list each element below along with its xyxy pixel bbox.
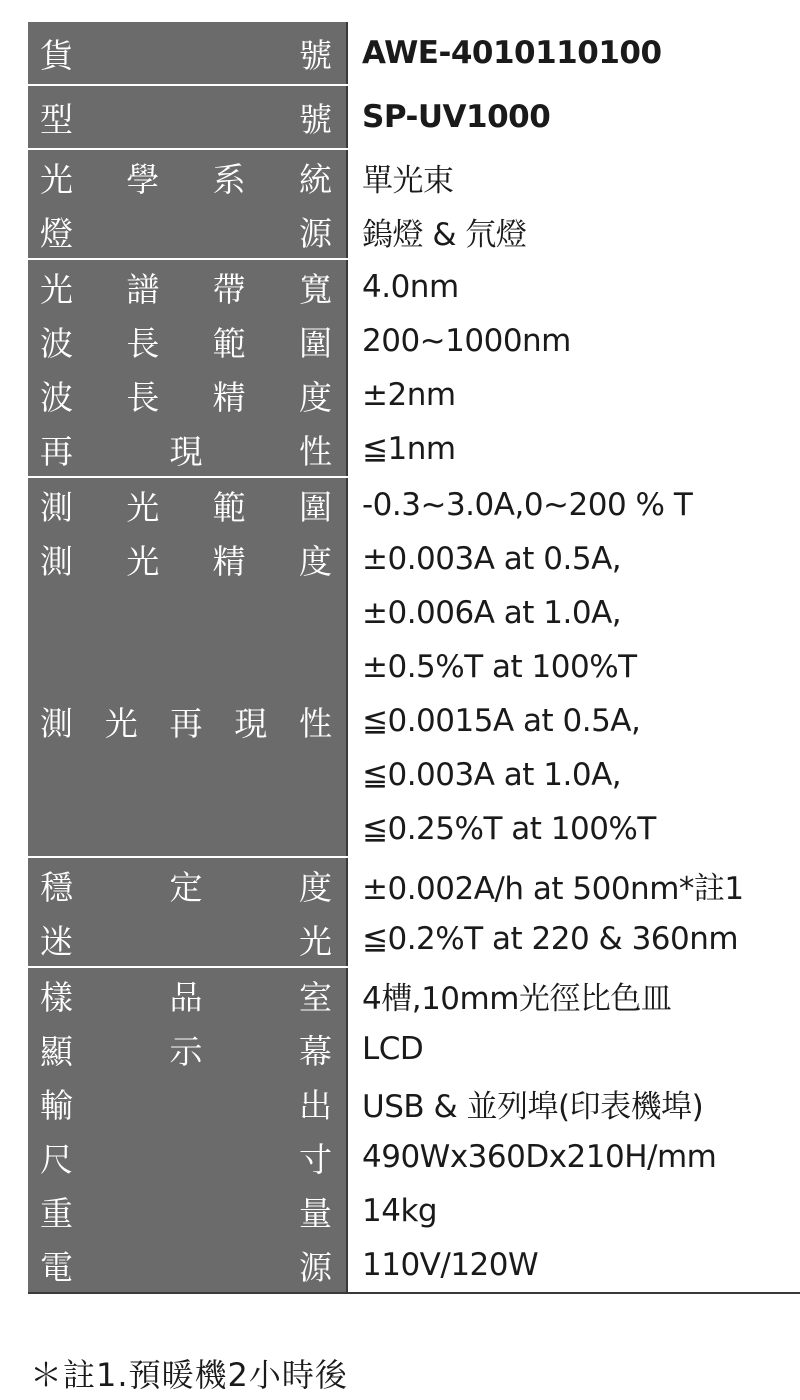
spec-group: [28, 258, 800, 476]
spec-value: ≦0.2%T at 220 & 360nm: [362, 921, 739, 957]
spec-label-char: 尺: [40, 1139, 73, 1179]
label-column: [28, 858, 346, 966]
spec-label-char: 再: [40, 431, 73, 471]
spec-value: USB & 並列埠(印表機埠): [362, 1088, 704, 1125]
spec-label: [40, 1238, 332, 1292]
spec-label-char: 輸: [40, 1085, 73, 1125]
spec-label-char: 長: [126, 323, 160, 363]
spec-label-char: 性: [299, 703, 332, 743]
spec-label-char: 貨: [40, 35, 73, 75]
spec-group: [28, 856, 800, 966]
spec-label-char: 學: [126, 159, 160, 199]
spec-label: [40, 150, 332, 204]
spec-value: 4槽,10mm光徑比色皿: [362, 980, 672, 1017]
spec-label-char: 圍: [298, 487, 332, 527]
spec-label-char: 譜: [126, 269, 160, 309]
spec-value: 14kg: [362, 1193, 438, 1229]
label-column: [28, 260, 346, 476]
spec-value: ≦1nm: [362, 431, 456, 467]
value-column: [346, 86, 800, 148]
spec-value: LCD: [362, 1031, 424, 1067]
spec-label: [40, 640, 332, 694]
label-column: [28, 968, 346, 1292]
spec-label-char: 出: [299, 1085, 332, 1125]
spec-value: ±0.003A at 0.5A,: [362, 541, 622, 577]
spec-value: ≦0.0015A at 0.5A,: [362, 703, 641, 739]
spec-label-char: 室: [299, 977, 332, 1017]
spec-value: ±0.002A/h at 500nm*註1: [362, 870, 744, 907]
spec-label-char: 再: [169, 703, 203, 743]
spec-label: [40, 694, 332, 748]
spec-value: ≦0.25%T at 100%T: [362, 811, 656, 847]
spec-label: [40, 586, 332, 640]
value-column: [346, 478, 800, 856]
spec-label-char: 度: [298, 377, 332, 417]
spec-label-char: 顯: [40, 1031, 73, 1071]
spec-label-char: 測: [40, 487, 73, 527]
spec-label-char: 型: [40, 99, 73, 139]
spec-label: [40, 22, 332, 84]
spec-value: 490Wx360Dx210H/mm: [362, 1139, 717, 1175]
spec-label-char: 品: [169, 977, 203, 1017]
table-bottom-rule: [28, 1292, 800, 1294]
footnote: ＊註1.預暖機2小時後: [30, 1356, 348, 1394]
spec-label: [40, 1076, 332, 1130]
spec-label: [40, 314, 332, 368]
spec-label-char: 穩: [40, 867, 73, 907]
value-column: [346, 150, 800, 258]
label-column: [28, 86, 346, 148]
value-column: [346, 260, 800, 476]
spec-label-char: 測: [40, 541, 73, 581]
label-column: [28, 22, 346, 84]
spec-label-char: 度: [298, 541, 332, 581]
spec-label: [40, 368, 332, 422]
spec-label-char: 精: [212, 541, 246, 581]
spec-value: ±0.006A at 1.0A,: [362, 595, 622, 631]
spec-value: 110V/120W: [362, 1247, 539, 1283]
label-column: [28, 150, 346, 258]
spec-label-char: 電: [40, 1247, 73, 1287]
spec-label: [40, 748, 332, 802]
spec-value: 鎢燈 & 氘燈: [362, 216, 527, 253]
spec-label: [40, 86, 332, 148]
value-column: [346, 968, 800, 1292]
spec-label-char: 度: [299, 867, 332, 907]
spec-label: [40, 858, 332, 912]
spec-group: [28, 476, 800, 856]
spec-label: [40, 204, 332, 258]
spec-value: -0.3~3.0A,0~200 % T: [362, 487, 693, 523]
spec-label-char: 性: [299, 431, 332, 471]
spec-label-char: 帶: [212, 269, 246, 309]
spec-label-char: 系: [212, 159, 246, 199]
spec-label-char: 示: [169, 1031, 203, 1071]
spec-label-char: 光: [126, 487, 160, 527]
spec-value: SP-UV1000: [362, 99, 551, 135]
spec-label-char: 重: [40, 1193, 73, 1233]
label-column: [28, 478, 346, 856]
spec-label-char: 光: [299, 921, 332, 961]
spec-label-char: 號: [299, 99, 332, 139]
spec-value: 單光束: [362, 162, 454, 199]
spec-group: [28, 966, 800, 1292]
spec-label-char: 定: [169, 867, 203, 907]
spec-value: ≦0.003A at 1.0A,: [362, 757, 622, 793]
spec-label-char: 幕: [299, 1031, 332, 1071]
spec-label-char: 源: [299, 1247, 332, 1287]
value-column: [346, 858, 800, 966]
spec-label-char: 範: [212, 323, 246, 363]
spec-label: [40, 532, 332, 586]
spec-label-char: 樣: [40, 977, 73, 1017]
spec-label-char: 光: [126, 541, 160, 581]
spec-label-char: 波: [40, 323, 73, 363]
spec-table: [28, 22, 800, 1294]
spec-label-char: 迷: [40, 921, 73, 961]
spec-label: [40, 260, 332, 314]
spec-label-char: 寸: [299, 1139, 332, 1179]
spec-label-char: 圍: [298, 323, 332, 363]
spec-label: [40, 802, 332, 856]
spec-label: [40, 1022, 332, 1076]
spec-label-char: 現: [234, 703, 268, 743]
spec-label-char: 光: [104, 703, 138, 743]
spec-label-char: 範: [212, 487, 246, 527]
spec-label-char: 源: [299, 213, 332, 253]
spec-label-char: 現: [169, 431, 203, 471]
spec-label-char: 號: [299, 35, 332, 75]
spec-value: ±2nm: [362, 377, 456, 413]
spec-value: 4.0nm: [362, 269, 459, 305]
spec-value: 200~1000nm: [362, 323, 571, 359]
spec-label-char: 波: [40, 377, 73, 417]
spec-label-char: 光: [40, 159, 73, 199]
spec-label-char: 統: [298, 159, 332, 199]
spec-label: [40, 478, 332, 532]
spec-label-char: 光: [40, 269, 73, 309]
spec-value: ±0.5%T at 100%T: [362, 649, 637, 685]
spec-label-char: 量: [299, 1193, 332, 1233]
spec-label-char: 精: [212, 377, 246, 417]
spec-label-char: 長: [126, 377, 160, 417]
spec-label-char: 寬: [298, 269, 332, 309]
spec-group: [28, 84, 800, 148]
value-column: [346, 22, 800, 84]
spec-label-char: 燈: [40, 213, 73, 253]
spec-group: [28, 148, 800, 258]
spec-label-char: 測: [40, 703, 73, 743]
spec-group: [28, 22, 800, 84]
spec-label: [40, 968, 332, 1022]
spec-label: [40, 912, 332, 966]
spec-label: [40, 1130, 332, 1184]
spec-value: AWE-4010110100: [362, 35, 662, 71]
spec-label: [40, 422, 332, 476]
spec-label: [40, 1184, 332, 1238]
